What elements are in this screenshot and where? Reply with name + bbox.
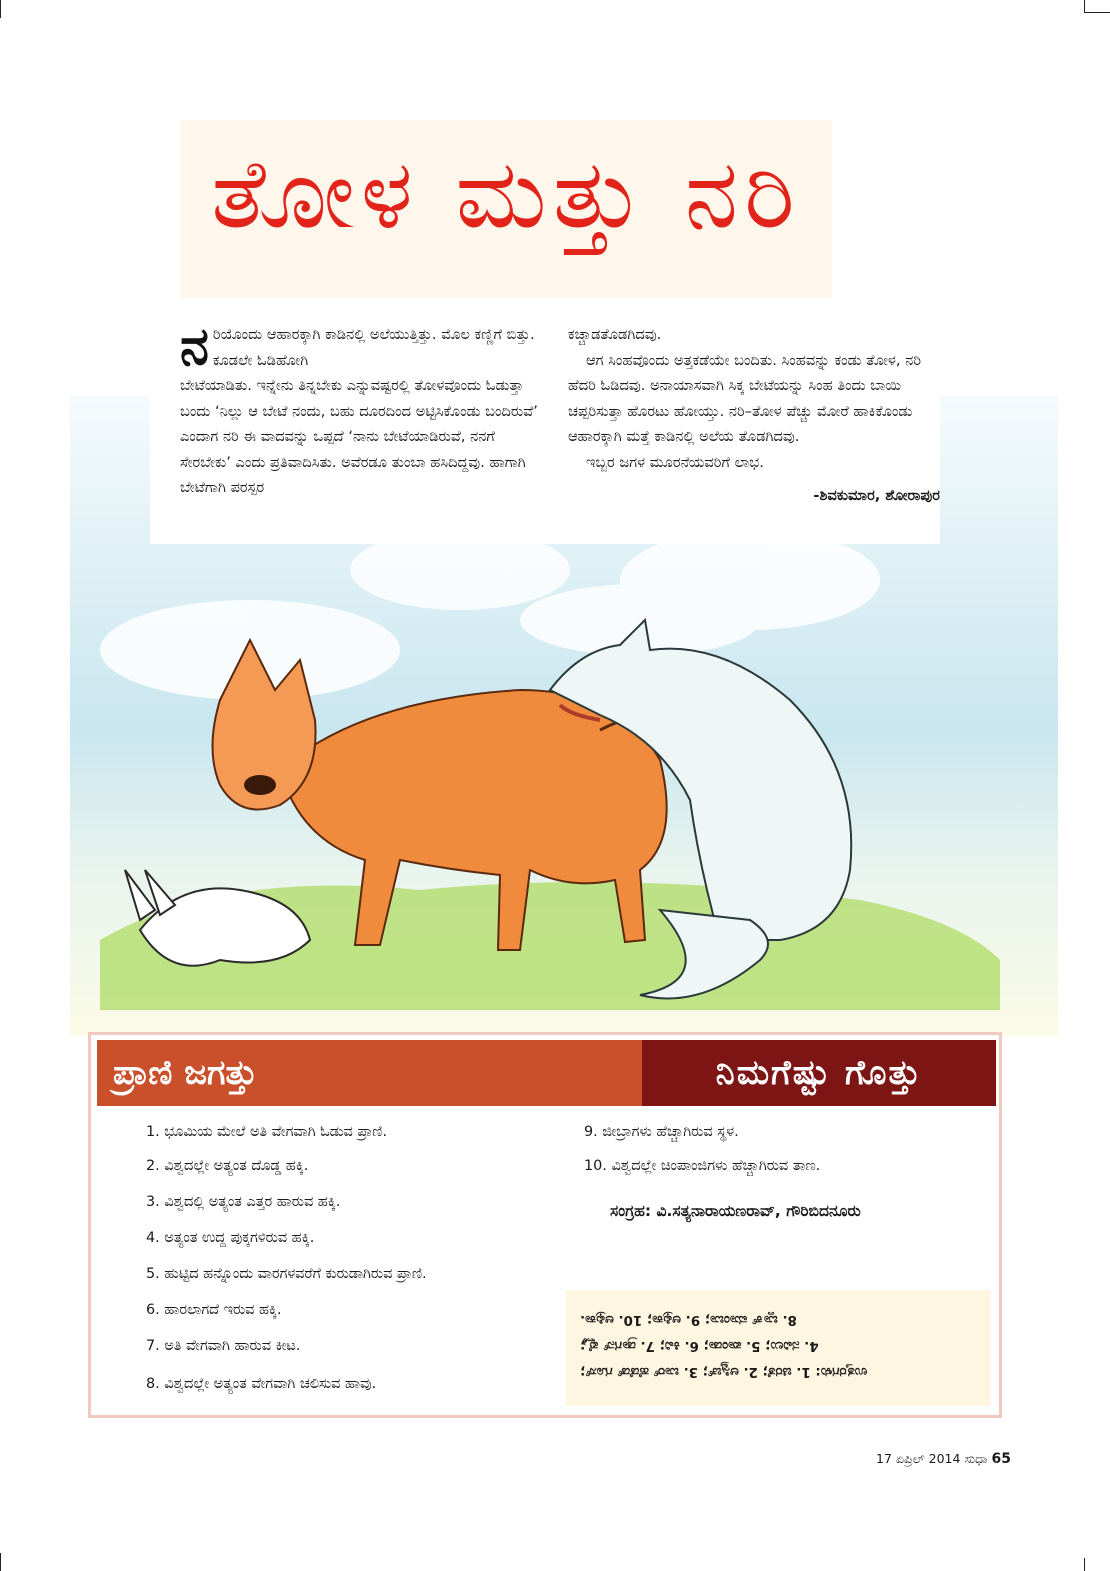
fox-wolf-rabbit-illustration	[100, 540, 1000, 1010]
cloud-shapes	[100, 540, 880, 700]
quiz-question-2: 2. ವಿಶ್ವದಲ್ಲೇ ಅತ್ಯಂತ ದೊಡ್ಡ ಹಕ್ಕಿ.	[146, 1158, 309, 1174]
quiz-header-left: ಪ್ರಾಣಿ ಜಗತ್ತು	[97, 1040, 642, 1106]
answer-box	[566, 1290, 990, 1406]
answers-upside-down	[566, 1306, 990, 1384]
answers-line-2: 4. ನವಿಲು; 5. ಪಾಂಡಾ; 6. ಕಿವಿ; 7. ಡ್ರಾಗನ್ ಫ್ಲೈ;	[580, 1338, 819, 1353]
story-moral: ಇಬ್ಬರ ಜಗಳ ಮೂರನೆಯವರಿಗೆ ಲಾಭ.	[586, 453, 764, 471]
quiz-question-6: 6. ಹಾರಲಾಗದೆ ಇರುವ ಹಕ್ಕಿ.	[146, 1302, 282, 1318]
answers-line-1: ಉತ್ತರಗಳು: 1. ಚಿರತೆ; 2. ಆಸ್ಟ್ರಿಚ್; 3. ಬಾರ್ ಹೆಡೆಡ್ ಗೂಸ್;	[580, 1364, 868, 1379]
answers-line-3: 8. ಬ್ಲಾಕ್ ಮಾಂಬಾ; 9. ಆಫ್ರಿಕಾ; 10. ಆಫ್ರಿಕಾ.	[580, 1312, 797, 1327]
crop-mark-top-right-h	[1084, 12, 1110, 13]
quiz-question-4: 4. ಅತ್ಯಂತ ಉದ್ದ ಪುಕ್ಕಗಳಿರುವ ಹಕ್ಕಿ.	[146, 1230, 315, 1246]
quiz-question-3: 3. ವಿಶ್ವದಲ್ಲಿ ಅತ್ಯಂತ ಎತ್ತರ ಹಾರುವ ಹಕ್ಕಿ.	[146, 1194, 341, 1210]
story-column-right	[568, 322, 940, 509]
quiz-question-1: 1. ಭೂಮಿಯ ಮೇಲೆ ಅತಿ ವೇಗವಾಗಿ ಓಡುವ ಪ್ರಾಣಿ.	[146, 1124, 388, 1140]
quiz-credit: ಸಂಗ್ರಹ: ವಿ.ಸತ್ಯನಾರಾಯಣರಾವ್, ಗೌರಿಬಿದನೂರು	[610, 1202, 861, 1220]
quiz-question-7: 7. ಅತಿ ವೇಗವಾಗಿ ಹಾರುವ ಕೀಟ.	[146, 1338, 301, 1354]
story-paragraph-1-rest: ಬೇಟೆಯಾಡಿತು. ಇನ್ನೇನು ತಿನ್ನಬೇಕು ಎನ್ನುವಷ್ಟರಲ್ಲಿ ತೋಳವೊಂದು ಓಡುತ್ತಾ ಬಂದು ‘ನಿಲ್ಲು ಆ ಬೇಟೆ ನಂದು, ಬಹು ದೂರದಿಂದ ಅಟ್ಟಿಸಿಕೊಂಡು ಬಂದಿರುವೆ’ ಎಂದಾಗ ನರಿ ಈ ವಾದವನ್ನು ಒಪ್ಪದೆ ‘ನಾನು ಬೇಟೆಯಾಡಿರುವೆ, ನನಗೆ ಸೇರಬೇಕು’ ಎಂದು ಪ್ರತಿವಾದಿಸಿತು. ಅವೆರಡೂ ತುಂಬಾ ಹಸಿದಿದ್ದವು. ಹಾಗಾಗಿ ಬೇಟೆಗಾಗಿ ಪರಸ್ಪರ	[180, 377, 538, 496]
story-author: -ಶಿವಕುಮಾರ, ಶೋರಾಪುರ	[813, 487, 940, 504]
story-paragraph-1-start: ರಿಯೊಂದು ಆಹಾರಕ್ಕಾಗಿ ಕಾಡಿನಲ್ಲಿ ಅಲೆಯುತ್ತಿತ್ತು. ಮೊಲ ಕಣ್ಣಿಗೆ ಬಿತ್ತು. ಕೂಡಲೇ ಓಡಿಹೋಗಿ	[212, 326, 535, 369]
story-column-left	[180, 316, 550, 501]
quiz-question-8: 8. ವಿಶ್ವದಲ್ಲೇ ಅತ್ಯಂತ ವೇಗವಾಗಿ ಚಲಿಸುವ ಹಾವು.	[146, 1376, 377, 1392]
page-folio	[876, 1451, 1011, 1467]
story-title: ತೋಳ ಮತ್ತು ನರಿ	[211, 138, 801, 250]
crop-mark-top-right	[1084, 0, 1085, 12]
crop-mark-top-left	[0, 0, 1, 18]
quiz-question-5: 5. ಹುಟ್ಟಿದ ಹನ್ನೊಂದು ವಾರಗಳವರೆಗೆ ಕುರುಡಾಗಿರುವ ಪ್ರಾಣಿ.	[146, 1266, 427, 1282]
drop-cap: ನ	[180, 316, 209, 377]
story-paragraph-3: ಆಗ ಸಿಂಹವೊಂದು ಅತ್ತಕಡೆಯೇ ಬಂದಿತು. ಸಿಂಹವನ್ನು ಕಂಡು ತೋಳ, ನರಿ ಹೆದರಿ ಓಡಿದವು. ಅನಾಯಾಸವಾಗಿ ಸಿಕ್ಕ ಬೇಟೆಯನ್ನು ಸಿಂಹ ತಿಂದು ಬಾಯಿ ಚಪ್ಪರಿಸುತ್ತಾ ಹೊರಟು ಹೋಯ್ತು. ನರಿ–ತೋಳ ಪೆಚ್ಚು ಮೋರೆ ಹಾಕಿಕೊಂಡು ಆಹಾರಕ್ಕಾಗಿ ಮತ್ತೆ ಕಾಡಿನಲ್ಲಿ ಅಲೆಯ ತೊಡಗಿದವು.	[568, 351, 922, 445]
story-paragraph-2: ಕಚ್ಚಾಡತೊಡಗಿದವು.	[568, 326, 662, 343]
quiz-question-9: 9. ಜೀಬ್ರಾಗಳು ಹೆಚ್ಚಾಗಿರುವ ಸ್ಥಳ.	[584, 1124, 739, 1140]
crop-mark-bottom-right	[1084, 1558, 1085, 1571]
folio-date: 17 ಏಪ್ರಿಲ್ 2014	[876, 1451, 961, 1466]
folio-magazine: ಸುಧಾ	[964, 1451, 988, 1466]
quiz-question-10: 10. ವಿಶ್ವದಲ್ಲೇ ಚಿಂಪಾಂಜಿಗಳು ಹೆಚ್ಚಾಗಿರುವ ತಾಣ.	[584, 1158, 821, 1174]
quiz-header-right: ನಿಮಗೆಷ್ಟು ಗೊತ್ತು	[642, 1040, 996, 1106]
crop-mark-bottom-left	[0, 1553, 1, 1571]
folio-page-number: 65	[991, 1451, 1012, 1467]
